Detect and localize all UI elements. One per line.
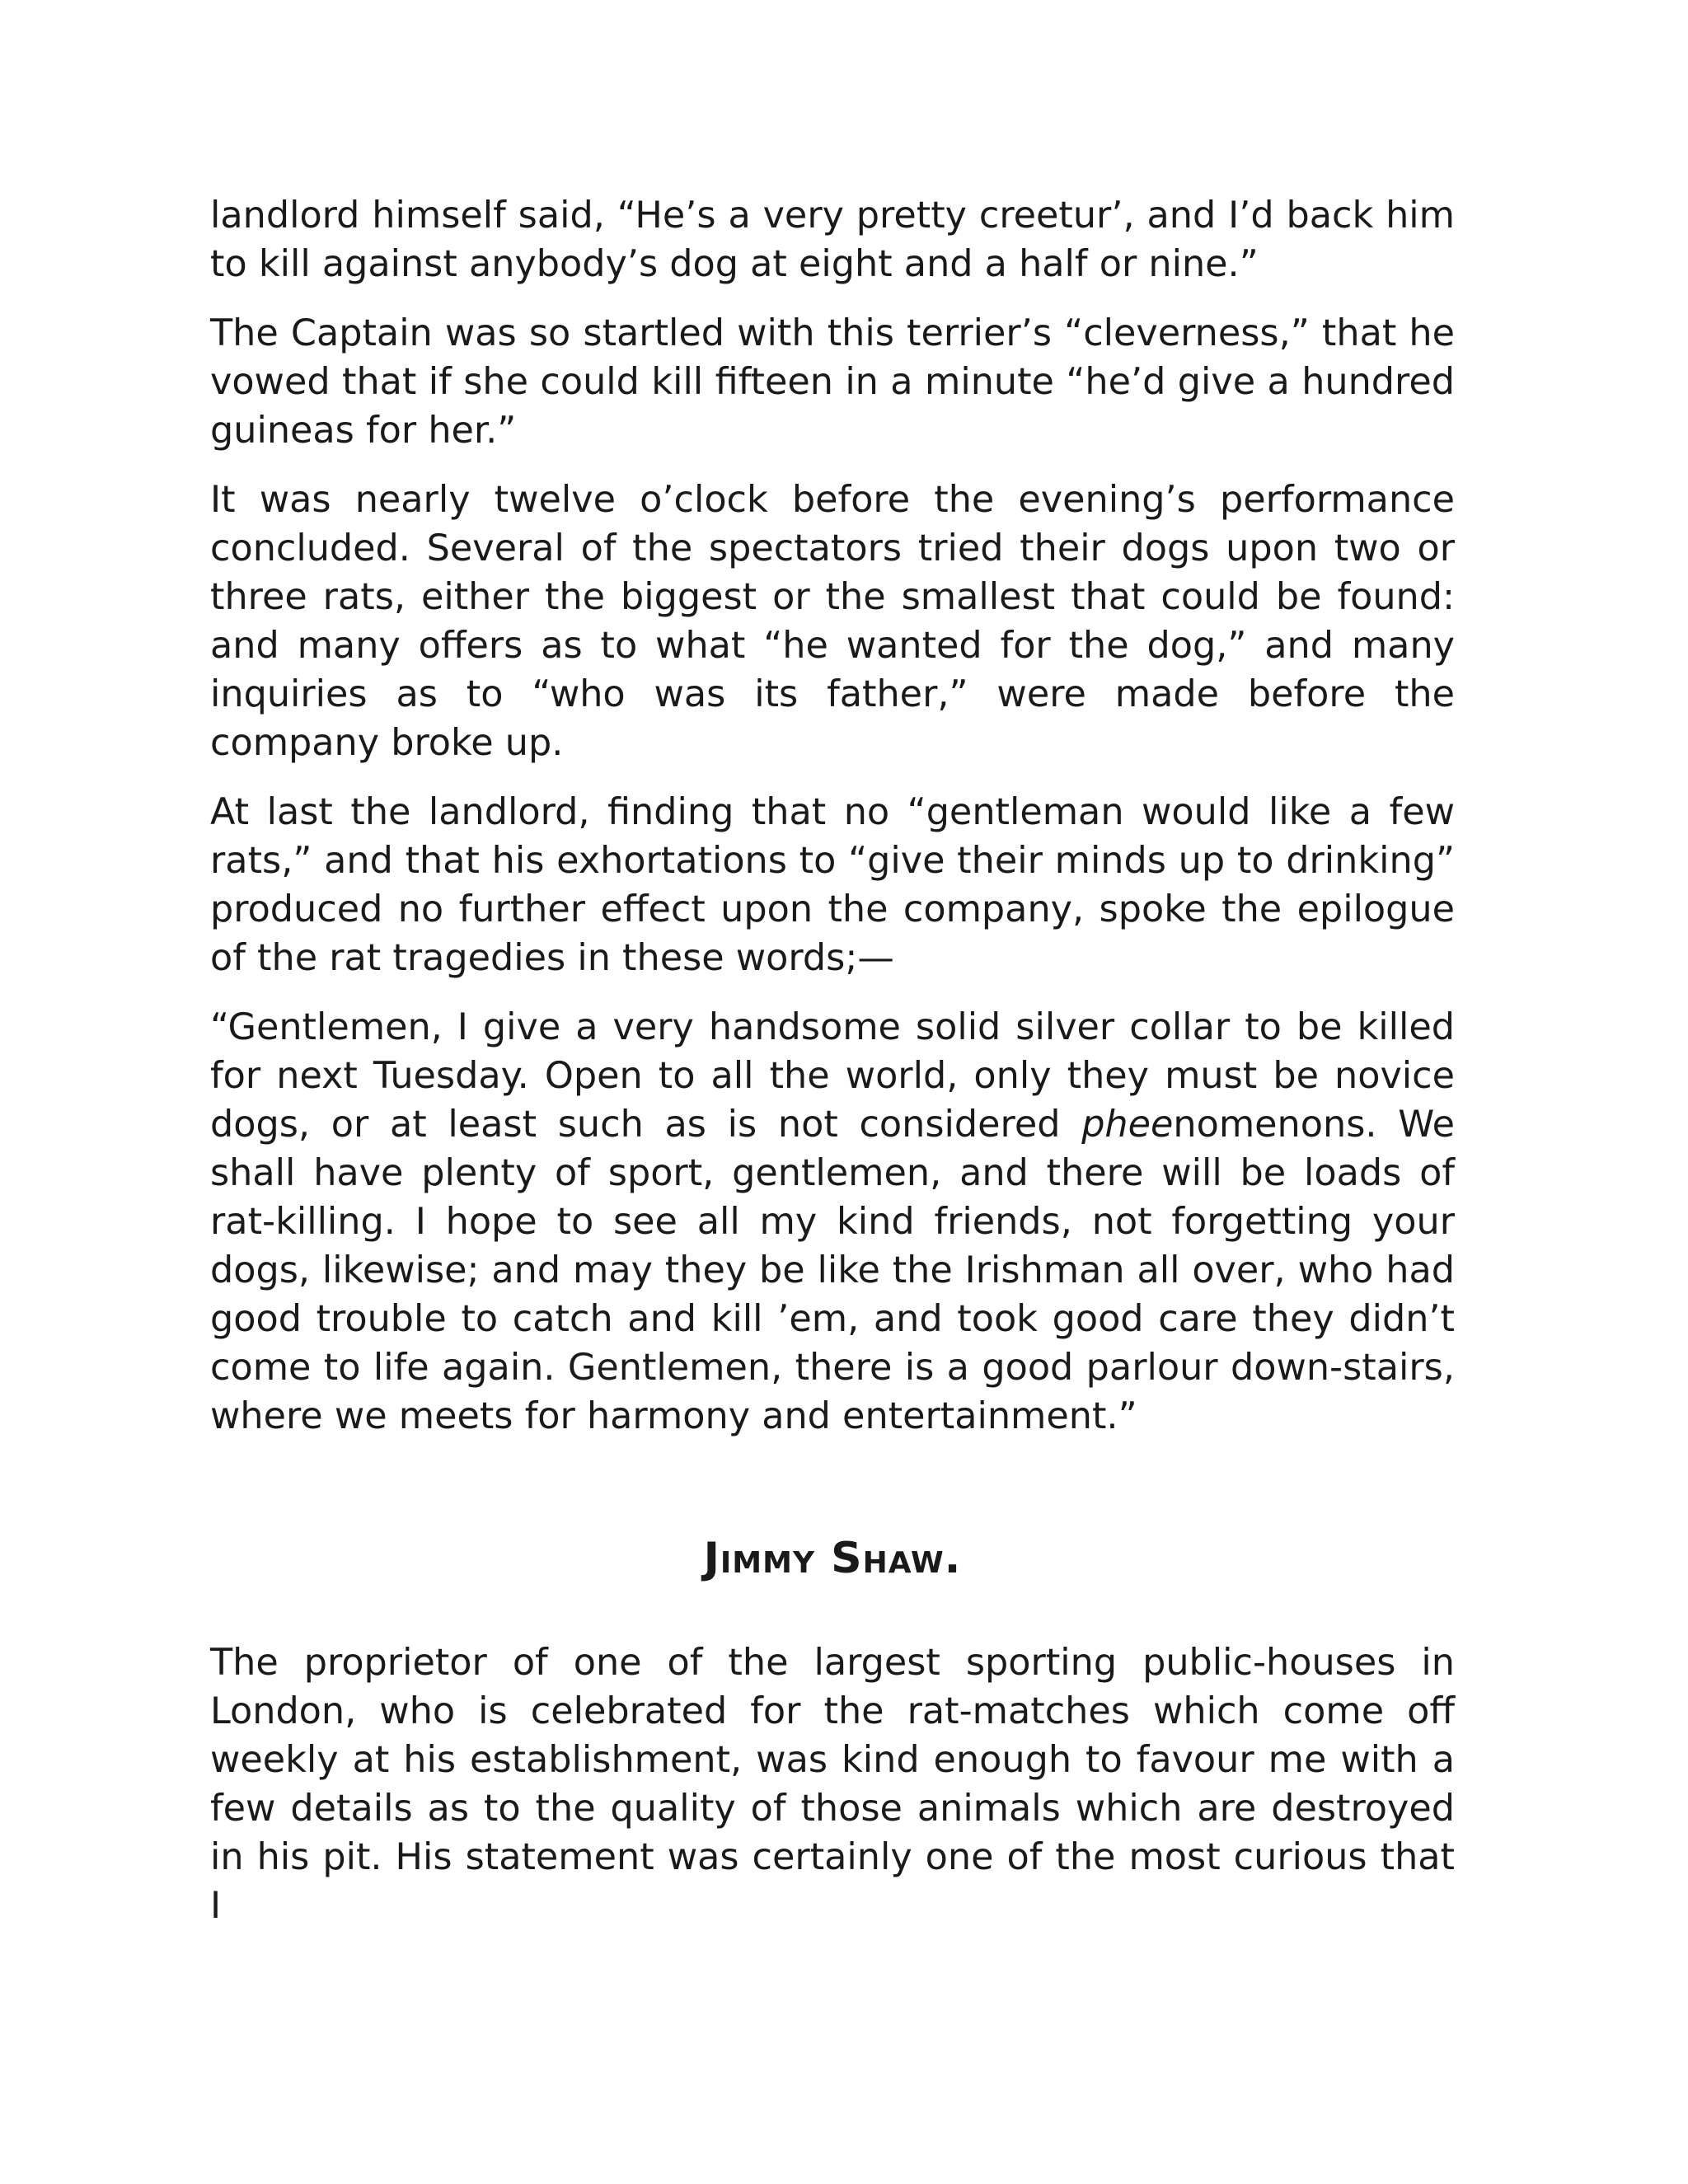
- page-body: [210, 191, 1455, 1951]
- paragraph-performance-concluded: It was nearly twelve o’clock before the evening’s performance concluded. Several of the spectators tried their dogs upon two or three rats, either the biggest or the smallest that could be found: and many offers as to what “he wanted for the dog,” and many inquiries as to “who was its father,” were made before the company broke up.: [210, 479, 1455, 764]
- section-title: Jimmy Shaw.: [703, 1534, 962, 1583]
- paragraph-landlord-speech: [210, 1003, 1455, 1441]
- paragraph-captain: The Captain was so startled with this terrier’s “cleverness,” that he vowed that if she could kill fifteen in a minute “he’d give a hundred guineas for her.”: [210, 312, 1455, 452]
- paragraph-proprietor: The proprietor of one of the largest sporting public-houses in London, who is celebrated for the rat-matches which come off weekly at his establishment, was kind enough to favour me with a few details as to the quality of those animals which are destroyed in his pit. His statement was certainly one of the most curious that I: [210, 1642, 1455, 1927]
- speech-text-end: nomenons. We shall have plenty of sport, gentlemen, and there will be loads of rat-killing. I hope to see all my kind friends, not forgetting your dogs, likewise; and may they be like the Irishman all over, who had good trouble to catch and kill ’em, and took good care they didn’t come to life again. Gentlemen, there is a good parlour down-stairs, where we meets for harmony and entertainment.”: [210, 1104, 1455, 1437]
- speech-text-start: “Gentlemen, I give a very handsome solid silver collar to be killed for next Tuesday. Open to all the world, only they must be novice dogs, or at least such as is not considered: [210, 1006, 1455, 1146]
- paragraph-landlord-quote: landlord himself said, “He’s a very pretty creetur’, and I’d back him to kill against anybody’s dog at eight and a half or nine.”: [210, 194, 1455, 285]
- paragraph-epilogue-intro: At last the landlord, finding that no “gentleman would like a few rats,” and that his exhortations to “give their minds up to drinking” produced no further effect upon the company, spoke the epilogue of the rat tragedies in these words;—: [210, 791, 1455, 979]
- speech-italic-phee: phee: [1081, 1104, 1174, 1146]
